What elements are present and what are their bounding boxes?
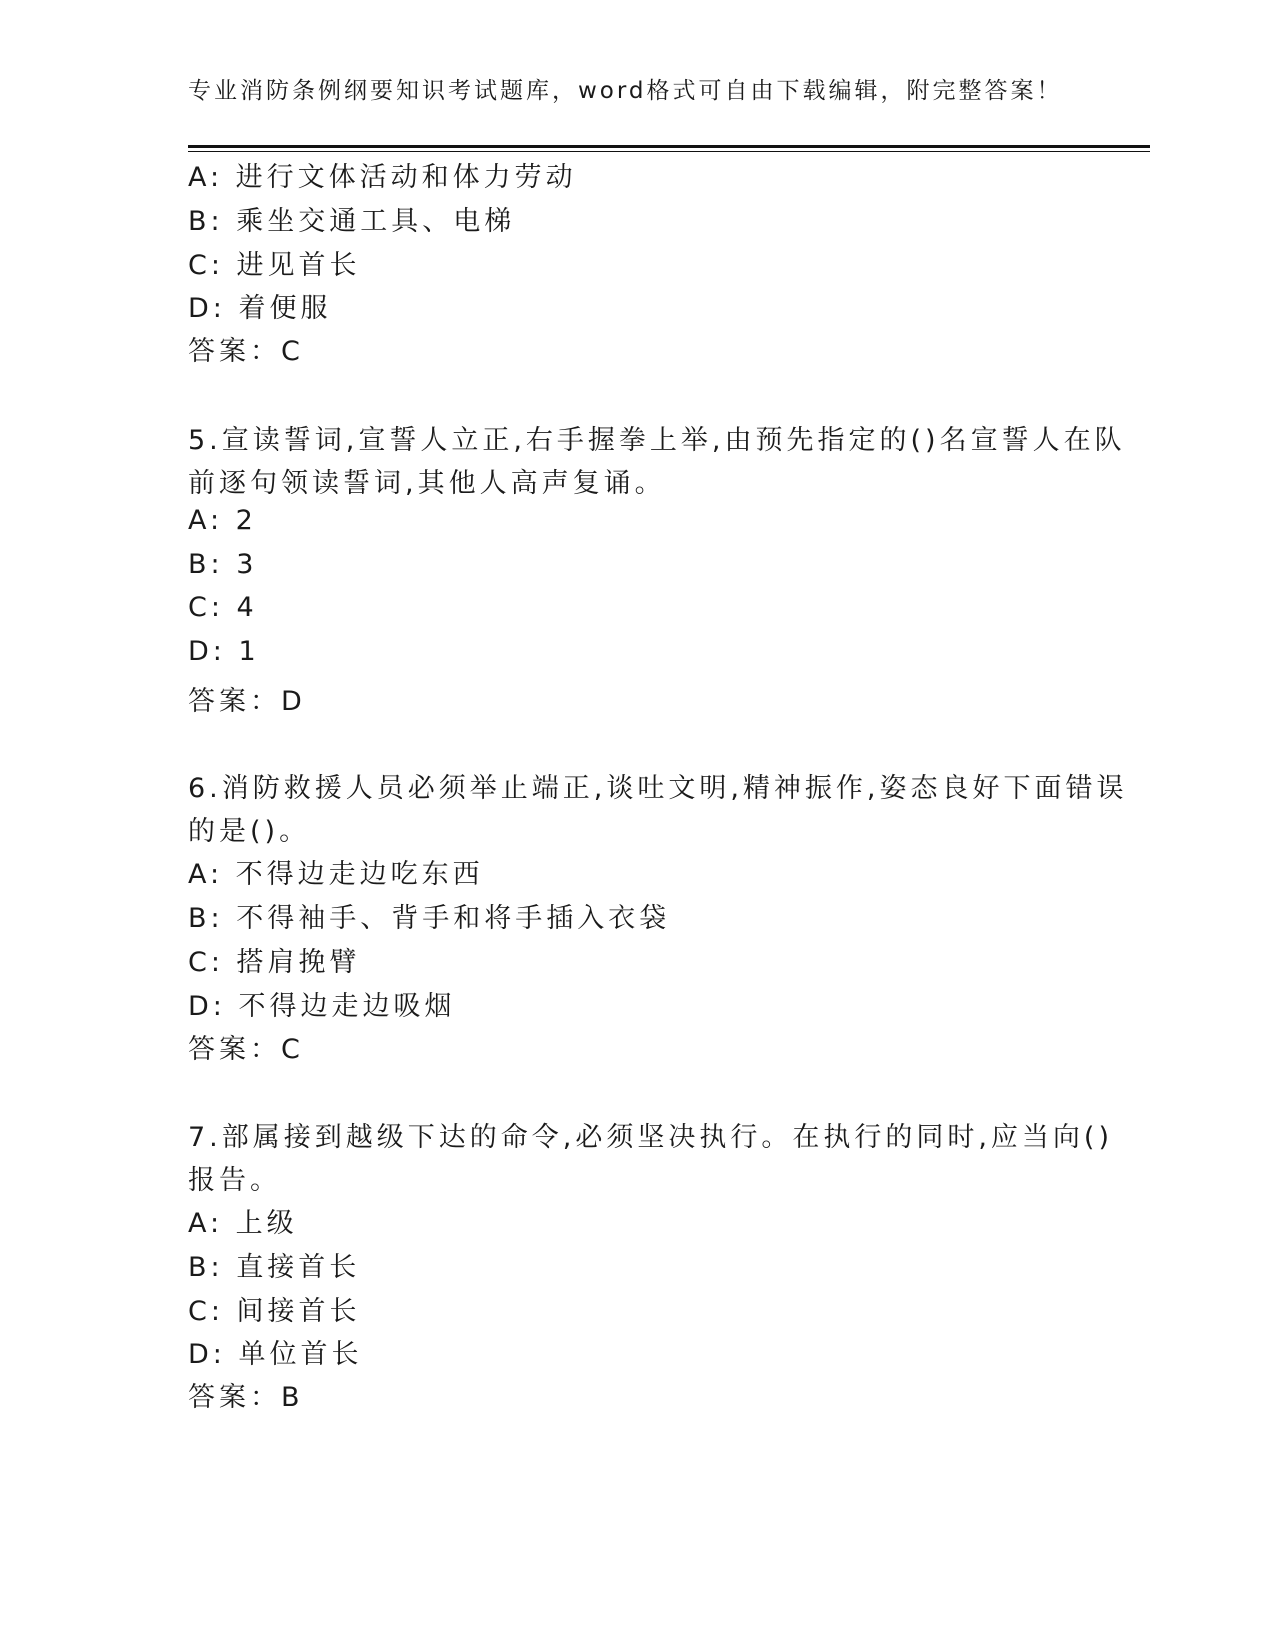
q6-option-c: C: 搭肩挽臂 (188, 947, 361, 978)
q5-answer: 答案：D (188, 686, 306, 717)
q5-stem-line1: 5.宣读誓词,宣誓人立正,右手握拳上举,由预先指定的()名宣誓人在队 (188, 425, 1126, 456)
q7-answer: 答案：B (188, 1382, 304, 1413)
q5-stem-line2: 前逐句领读誓词,其他人高声复诵。 (188, 468, 666, 499)
q7-option-a: A: 上级 (188, 1208, 298, 1239)
q4-option-d: D: 着便服 (188, 293, 332, 324)
q7-stem-line1: 7.部属接到越级下达的命令,必须坚决执行。在执行的同时,应当向() (188, 1122, 1113, 1153)
q5-option-d: D: 1 (188, 636, 260, 667)
q4-option-b: B: 乘坐交通工具、电梯 (188, 206, 516, 237)
q6-option-a: A: 不得边走边吃东西 (188, 859, 484, 890)
q5-option-a: A: 2 (188, 505, 257, 536)
q4-option-a: A: 进行文体活动和体力劳动 (188, 162, 577, 193)
q4-answer: 答案：C (188, 336, 304, 367)
q6-answer: 答案：C (188, 1034, 304, 1065)
q7-option-c: C: 间接首长 (188, 1296, 361, 1327)
q6-stem-line2: 的是()。 (188, 816, 311, 847)
q6-option-b: B: 不得袖手、背手和将手插入衣袋 (188, 903, 671, 934)
q7-option-b: B: 直接首长 (188, 1252, 361, 1283)
page-header: 专业消防条例纲要知识考试题库，word格式可自由下载编辑，附完整答案！ (188, 78, 1063, 104)
q4-option-c: C: 进见首长 (188, 250, 361, 281)
q5-option-c: C: 4 (188, 592, 258, 623)
header-divider (188, 145, 1150, 152)
q7-option-d: D: 单位首长 (188, 1339, 363, 1370)
q6-option-d: D: 不得边走边吸烟 (188, 991, 456, 1022)
q7-stem-line2: 报告。 (188, 1165, 281, 1196)
q5-option-b: B: 3 (188, 549, 258, 580)
q6-stem-line1: 6.消防救援人员必须举止端正,谈吐文明,精神振作,姿态良好下面错误 (188, 773, 1128, 804)
